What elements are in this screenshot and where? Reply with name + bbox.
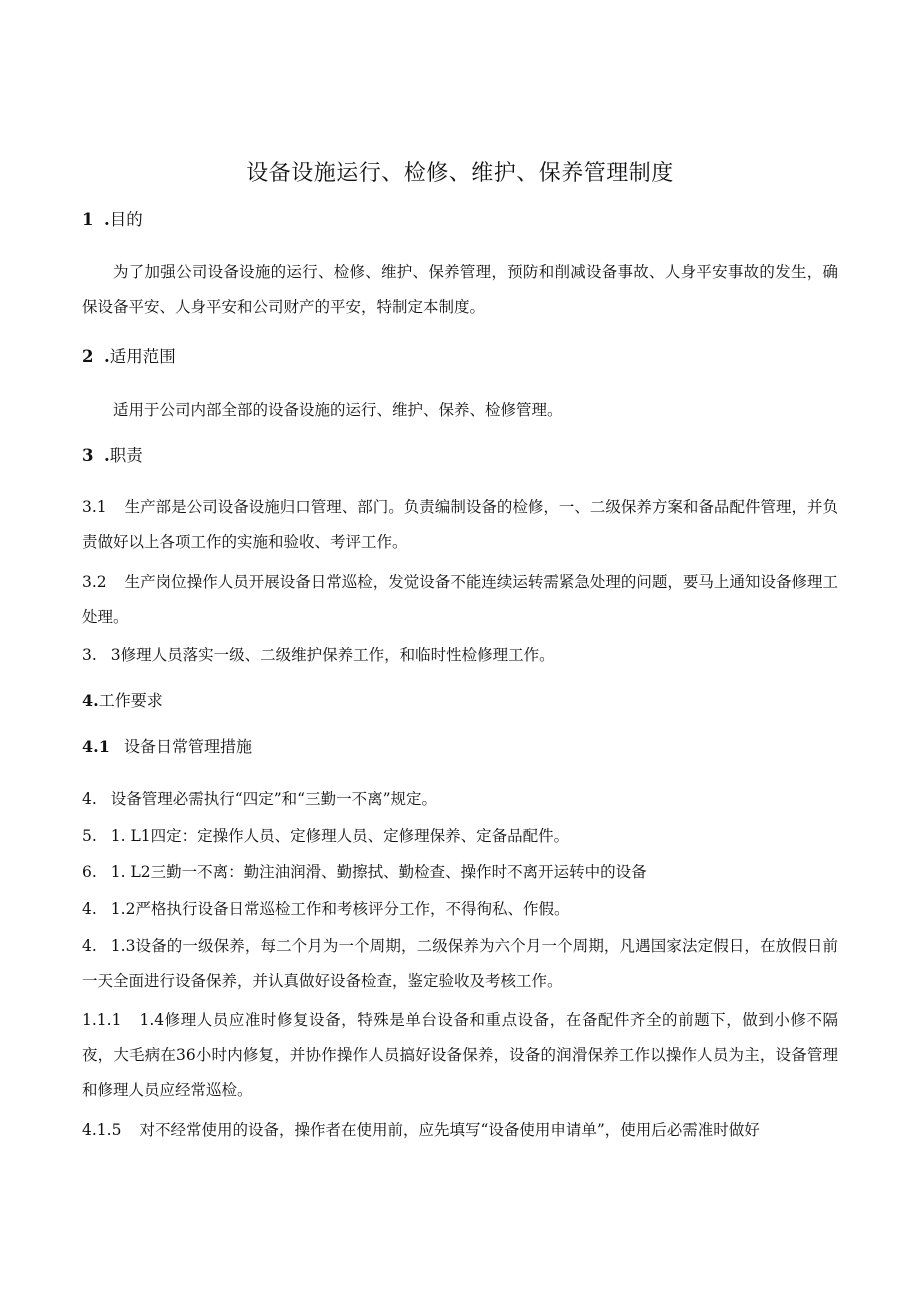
list-number: 6.	[82, 863, 97, 881]
list-text: 1. L1四定：定操作人员、定修理人员、定修理保养、定备品配件。	[110, 827, 570, 845]
list-text: 1.3设备的一级保养，每二个月为一个周期，二级保养为六个月一个周期，凡遇国家法定假日，在放假日前一天全面进行设备保养，并认真做好设备检查，鉴定验收及考核工作。	[82, 937, 838, 990]
list-item	[82, 1113, 838, 1148]
section-number: 4.	[82, 691, 99, 710]
section-dot: .	[104, 446, 110, 465]
list-item	[82, 819, 838, 854]
list-text: 1.4修理人员应准时修复设备，特殊是单台设备和重点设备，在备配件齐全的前题下，做到小修不隔夜，大毛病在36小时内修复，并协作操作人员搞好设备保养，设备的润滑保养工作以操作人员为主，设备管理和修理人员应经常巡检。	[82, 1011, 838, 1099]
list-number: 4.	[82, 900, 97, 918]
list-number: 5.	[82, 827, 97, 845]
document-title: 设备设施运行、检修、维护、保养管理制度	[246, 161, 674, 186]
section-dot: .	[104, 210, 110, 229]
clause-text: 3修理人员落实一级、二级维护保养工作，和临时性检修理工作。	[110, 646, 555, 664]
list-text: 1.2严格执行设备日常巡检工作和考核评分工作，不得徇私、作假。	[110, 900, 570, 918]
section-number: 3	[82, 446, 94, 465]
list-text: 1. L2三勤一不离：勤注油润滑、勤擦拭、勤检查、操作时不离开运转中的设备	[110, 863, 647, 881]
section-number: 4.1	[82, 737, 110, 756]
section-label: 工作要求	[98, 691, 163, 710]
section-1-paragraph: 为了加强公司设备设施的运行、检修、维护、保养管理，预防和削减设备事故、人身平安事故的发生，确保设备平安、人身平安和公司财产的平安，特制定本制度。	[82, 263, 838, 316]
section-2-heading	[82, 343, 176, 367]
section-dot: .	[104, 347, 110, 366]
list-number: 4.	[82, 937, 97, 955]
section-number: 1	[82, 210, 94, 229]
clause-text: 生产岗位操作人员开展设备日常巡检，发觉设备不能连续运转需紧急处理的问题，要马上通知设备修理工处理。	[82, 573, 838, 626]
section-label: 职责	[109, 446, 143, 465]
list-item	[82, 929, 838, 999]
section-3-heading	[82, 442, 143, 466]
clause-3-2	[82, 565, 838, 635]
section-label: 目的	[109, 210, 143, 229]
clause-number: 3.	[82, 646, 97, 664]
section-1-heading	[82, 206, 143, 230]
clause-3-1	[82, 490, 838, 560]
list-number: 4.1.5	[82, 1121, 122, 1139]
list-text: 对不经常使用的设备，操作者在使用前，应先填写“设备使用申请单”，使用后必需准时做好	[139, 1121, 760, 1139]
list-item	[82, 782, 838, 817]
clause-number: 3.2	[82, 573, 107, 591]
list-item	[82, 892, 838, 927]
section-number: 2	[82, 347, 94, 366]
section-label: 适用范围	[109, 347, 176, 366]
clause-3-3	[82, 638, 838, 673]
section-4-heading	[82, 688, 163, 711]
list-text: 设备管理必需执行“四定”和“三勤一不离”规定。	[110, 790, 437, 808]
list-number: 4.	[82, 790, 97, 808]
section-4-1-heading	[82, 734, 252, 757]
clause-text: 生产部是公司设备设施归口管理、部门。负责编制设备的检修，一、二级保养方案和备品配件管理，并负责做好以上各项工作的实施和验收、考评工作。	[82, 498, 838, 551]
list-item	[82, 1003, 838, 1108]
section-label: 设备日常管理措施	[124, 737, 253, 756]
list-item	[82, 855, 838, 890]
clause-number: 3.1	[82, 498, 107, 516]
section-2-paragraph: 适用于公司内部全部的设备设施的运行、维护、保养、检修管理。	[113, 401, 563, 419]
list-number: 1.1.1	[82, 1011, 122, 1029]
